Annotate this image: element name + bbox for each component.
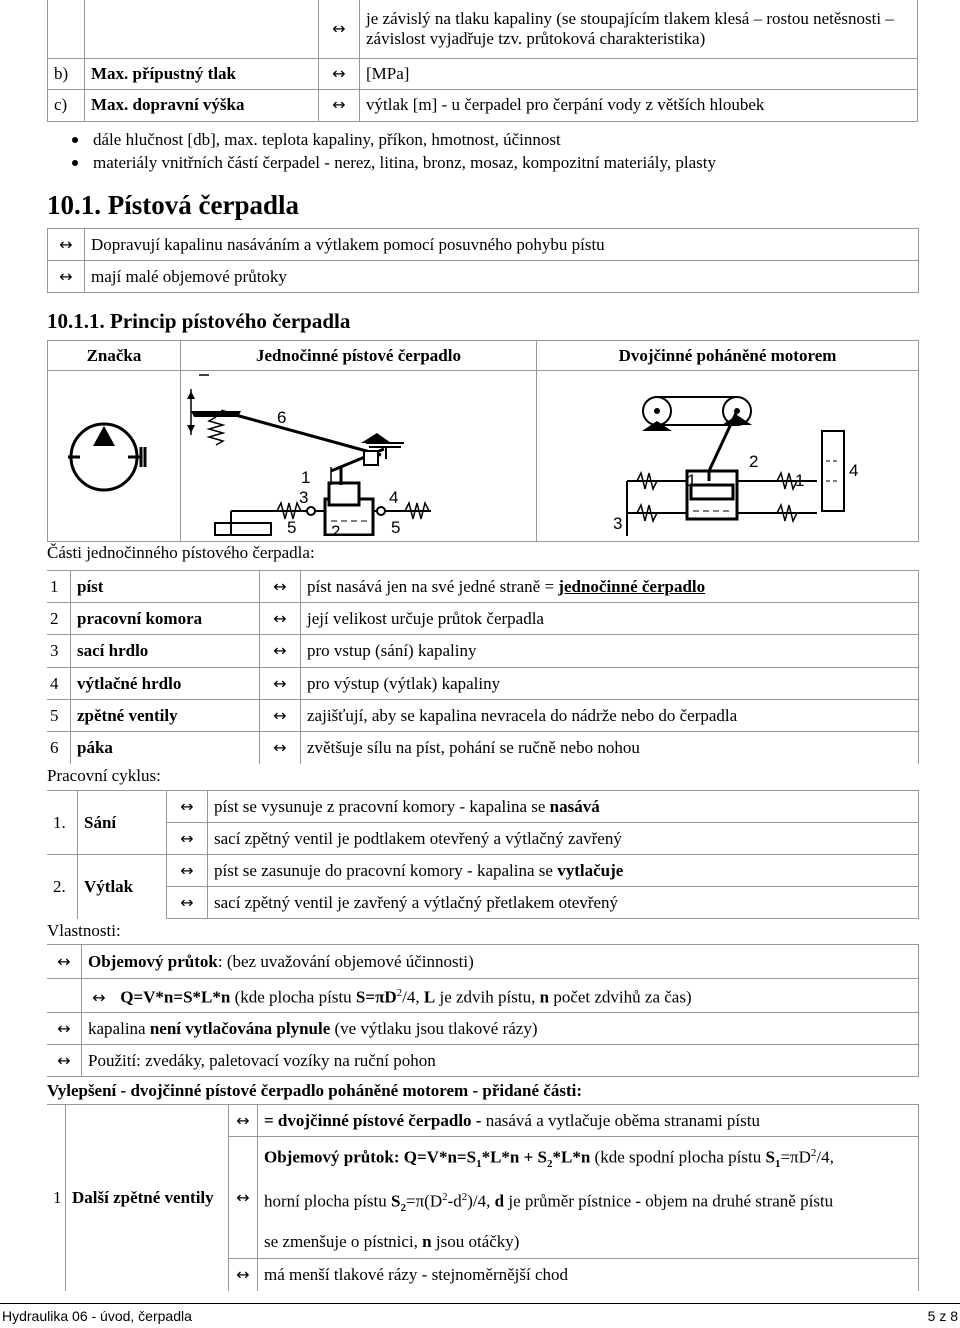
- label-3: 3: [299, 488, 309, 507]
- section-item: Dopravují kapalinu nasáváním a výtlakem pomocí posuvného pohybu pístu: [85, 229, 919, 261]
- part-num: 5: [47, 700, 71, 732]
- cycle-heading: Pracovní cyklus:: [47, 766, 161, 785]
- double-acting-pump-diagram: [537, 371, 917, 536]
- part-num: 6: [47, 732, 71, 764]
- improve-line: má menší tlakové rázy - stejnoměrnější chod: [258, 1259, 919, 1291]
- arrow-icon: ↔: [319, 89, 360, 121]
- improve-heading: Vylepšení - dvojčinné pístové čerpadlo poháněné motorem - přidané části:: [47, 1081, 583, 1100]
- cycle-line: sací zpětný ventil je zavřený a výtlačný přetlakem otevřený: [208, 887, 919, 919]
- arrow-icon: ↔: [229, 1105, 258, 1137]
- label-5b: 5: [391, 518, 401, 536]
- parts-table: [47, 570, 919, 764]
- part-desc: pro vstup (sání) kapaliny: [301, 635, 919, 668]
- table-row: [47, 603, 919, 635]
- double-acting-diagram-cell: [537, 371, 919, 542]
- arrow-icon: ↔: [47, 945, 82, 979]
- part-desc: zajišťují, aby se kapalina nevracela do nádrže nebo do čerpadla: [301, 700, 919, 732]
- label-3: 3: [613, 514, 623, 533]
- part-name: píst: [71, 571, 260, 603]
- table-row: [47, 635, 919, 668]
- label-4: 4: [849, 461, 859, 480]
- arrow-icon: ↔: [319, 58, 360, 89]
- cycle-line: sací zpětný ventil je podtlakem otevřený a výtlačný zavřený: [208, 823, 919, 855]
- subsection-title: 10.1.1. Princip pístového čerpadla: [47, 309, 351, 333]
- arrow-icon: ↔: [47, 1013, 82, 1045]
- improve-line: = dvojčinné pístové čerpadlo - nasává a vytlačuje oběma stranami pístu: [258, 1105, 919, 1137]
- arrow-icon: ↔: [319, 0, 360, 58]
- footer-page: 5 z 8: [927, 1308, 958, 1324]
- arrow-icon: ↔: [260, 732, 301, 764]
- part-num: 1: [47, 571, 71, 603]
- arrow-icon: ↔: [229, 1137, 258, 1259]
- arrow-icon: ↔: [92, 987, 106, 1007]
- label-2: 2: [331, 522, 341, 536]
- label-4: 4: [389, 488, 399, 507]
- bullet-item: materiály vnitřních částí čerpadel - nerez, litina, bronz, mosaz, kompozitní materiály, plasty: [93, 153, 716, 172]
- row-c-name: Max. dopravní výška: [85, 89, 319, 121]
- cycle-num: 1.: [47, 791, 78, 855]
- label-1: 1: [301, 468, 311, 487]
- table-row: [47, 668, 919, 700]
- row-b-text: [MPa]: [360, 58, 918, 89]
- row-b-label: b): [48, 58, 85, 89]
- improve-name: Další zpětné ventily: [66, 1105, 229, 1291]
- arrow-icon: ↔: [260, 603, 301, 635]
- arrow-icon: ↔: [260, 571, 301, 603]
- label-1a: 1: [687, 471, 697, 490]
- figure-table: [47, 340, 919, 542]
- footer-left: Hydraulika 06 - úvod, čerpadla: [2, 1308, 192, 1324]
- props-table: [47, 944, 919, 1077]
- pulse-line: kapalina není vytlačována plynule (ve výtlaku jsou tlakové rázy): [82, 1013, 919, 1045]
- cycle-table: [47, 790, 919, 919]
- improve-flow: Objemový průtok: $Q=V*n=S_1*L*n + S_2*L*n$ (kde spodní plocha pístu $S_1=\pi D^2/4$, horní plocha pístu $S_2=\pi(D^2-d^2)/4$, d je průměr pístnice - objem na druhé straně pístu se zmenšuje o pístnici, n jsou otáčky): [258, 1137, 919, 1259]
- single-acting-diagram-cell: [181, 371, 537, 542]
- header-double: Dvojčinné poháněné motorem: [537, 341, 919, 371]
- section-items-table: [47, 228, 919, 293]
- bullet-icon: [72, 160, 78, 166]
- arrow-icon: ↔: [167, 791, 208, 823]
- row-b-name: Max. přípustný tlak: [85, 58, 319, 89]
- top-table: [47, 0, 918, 122]
- cycle-line: píst se vysunuje z pracovní komory - kapalina se nasává: [208, 791, 919, 823]
- part-name: pracovní komora: [71, 603, 260, 635]
- use-line: Použití: zvedáky, paletovací vozíky na ruční pohon: [82, 1045, 919, 1077]
- row-c-text: výtlak [m] - u čerpadel pro čerpání vody z větších hloubek: [360, 89, 918, 121]
- arrow-icon: ↔: [260, 635, 301, 668]
- row-a-text: je závislý na tlaku kapaliny (se stoupajícím tlakem klesá – rostou netěsnosti – závislost vyjadřuje tzv. průtoková charakteristika): [360, 0, 918, 58]
- part-num: 3: [47, 635, 71, 668]
- row-c-label: c): [48, 89, 85, 121]
- arrow-icon: ↔: [167, 855, 208, 887]
- part-name: výtlačné hrdlo: [71, 668, 260, 700]
- part-name: páka: [71, 732, 260, 764]
- single-acting-pump-diagram: [181, 371, 536, 536]
- parts-heading: Části jednočinného pístového čerpadla:: [47, 543, 315, 562]
- flow-line: Objemový průtok: (bez uvažování objemové účinnosti): [82, 945, 919, 979]
- part-name: sací hrdlo: [71, 635, 260, 668]
- table-row: [47, 571, 919, 603]
- arrow-icon: ↔: [47, 1045, 82, 1077]
- pump-symbol-icon: [48, 371, 180, 536]
- part-desc: její velikost určuje průtok čerpadla: [301, 603, 919, 635]
- arrow-icon: ↔: [260, 700, 301, 732]
- arrow-icon: ↔: [167, 887, 208, 919]
- props-heading: Vlastnosti:: [47, 921, 121, 940]
- arrow-icon: ↔: [167, 823, 208, 855]
- table-row: [47, 700, 919, 732]
- arrow-icon: ↔: [260, 668, 301, 700]
- formula-line: ↔ Q=V*n=S*L*n (kde plocha pístu $S=\pi D^2/4$, L je zdvih pístu, n počet zdvihů za čas): [82, 979, 919, 1013]
- label-5a: 5: [287, 518, 297, 536]
- footer-rule: [0, 1303, 960, 1304]
- table-row: [47, 732, 919, 764]
- part-desc: píst nasává jen na své jedné straně = jednočinné čerpadlo: [301, 571, 919, 603]
- part-num: 4: [47, 668, 71, 700]
- bullet-icon: [72, 137, 78, 143]
- improve-num: 1: [47, 1105, 66, 1291]
- part-desc: pro výstup (výtlak) kapaliny: [301, 668, 919, 700]
- part-desc: zvětšuje sílu na píst, pohání se ručně nebo nohou: [301, 732, 919, 764]
- improve-table: [47, 1104, 919, 1291]
- label-6: 6: [277, 408, 287, 427]
- pump-symbol-cell: [48, 371, 181, 542]
- header-single: Jednočinné pístové čerpadlo: [181, 341, 537, 371]
- arrow-icon: ↔: [48, 261, 85, 293]
- cycle-line: píst se zasunuje do pracovní komory - kapalina se vytlačuje: [208, 855, 919, 887]
- label-1b: 1: [795, 471, 805, 490]
- part-name: zpětné ventily: [71, 700, 260, 732]
- arrow-icon: ↔: [229, 1259, 258, 1291]
- cycle-name: Výtlak: [78, 855, 167, 919]
- header-symbol: Značka: [48, 341, 181, 371]
- bullet-item: dále hlučnost [db], max. teplota kapaliny, příkon, hmotnost, účinnost: [93, 130, 561, 149]
- section-item: mají malé objemové průtoky: [85, 261, 919, 293]
- arrow-icon: ↔: [48, 229, 85, 261]
- cycle-name: Sání: [78, 791, 167, 855]
- part-num: 2: [47, 603, 71, 635]
- label-2: 2: [749, 452, 759, 471]
- cycle-num: 2.: [47, 855, 78, 919]
- section-title: 10.1. Pístová čerpadla: [47, 190, 299, 220]
